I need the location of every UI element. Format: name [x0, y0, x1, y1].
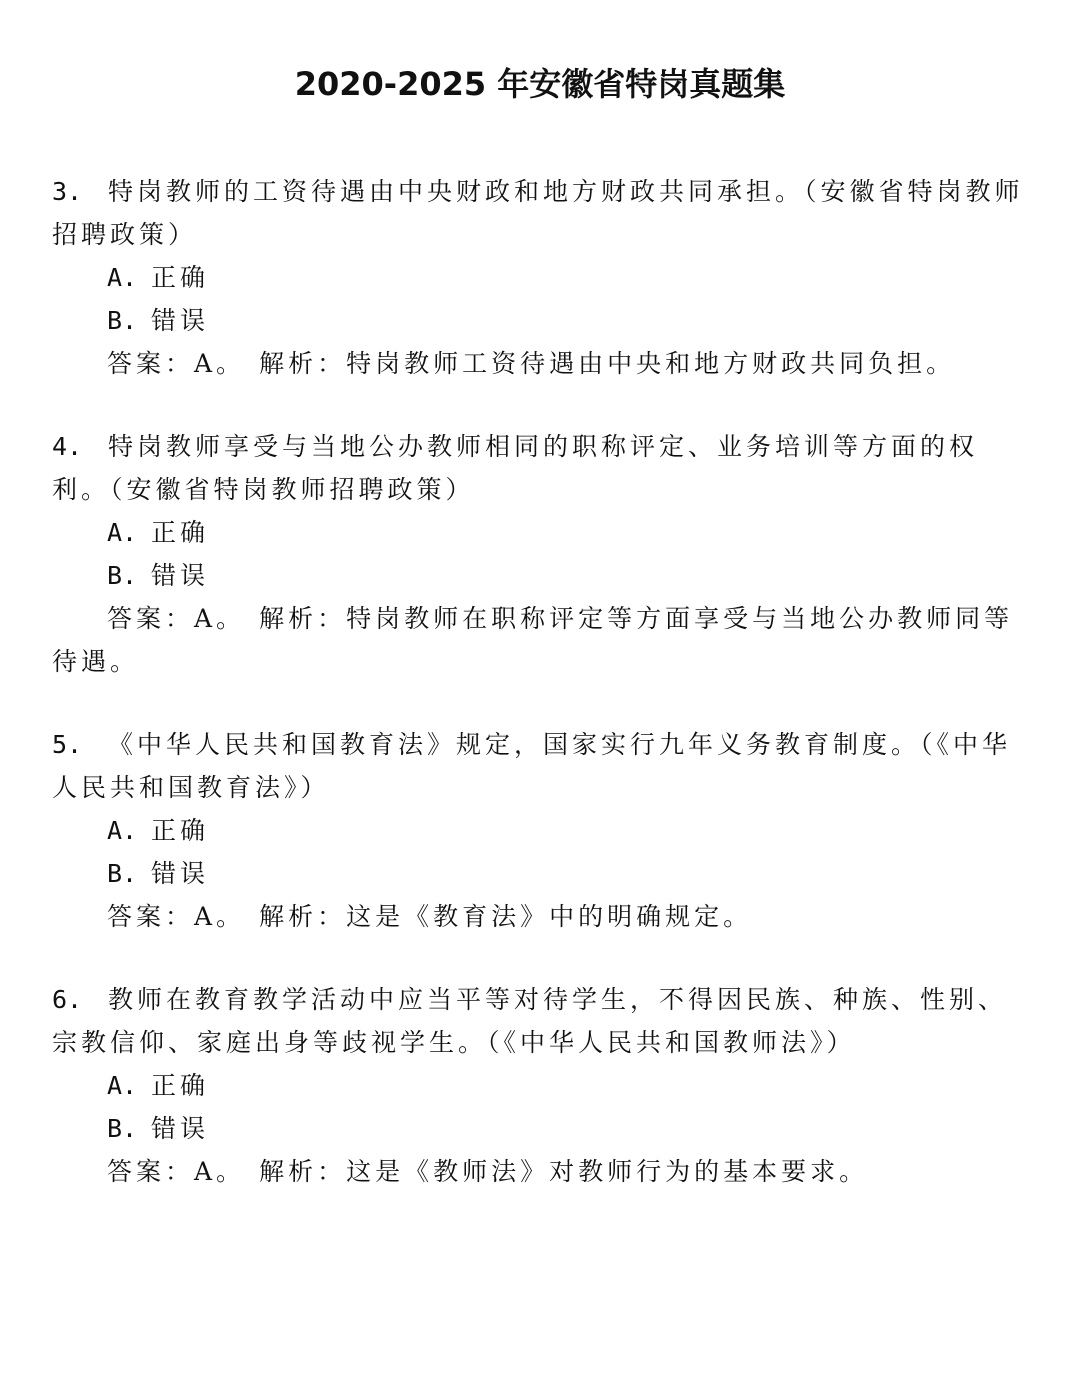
- option-text: 正确: [151, 518, 210, 547]
- analysis-text: 解析：特岗教师工资待遇由中央和地方财政共同负担。: [259, 349, 956, 378]
- option-b: [52, 1107, 1028, 1150]
- option-letter: A.: [107, 816, 138, 845]
- answer-line: [52, 597, 1028, 683]
- question-item: [52, 425, 1028, 683]
- option-b: [52, 299, 1028, 342]
- option-letter: A.: [107, 1071, 138, 1100]
- question-item: [52, 723, 1028, 938]
- option-text: 错误: [151, 561, 210, 590]
- question-text: 特岗教师的工资待遇由中央财政和地方财政共同承担。（安徽省特岗教师招聘政策）: [52, 177, 1024, 249]
- analysis-text: 解析：这是《教师法》对教师行为的基本要求。: [259, 1157, 869, 1186]
- answer-label: 答案：A。: [107, 349, 246, 378]
- option-letter: B.: [107, 1114, 138, 1143]
- question-text: 《中华人民共和国教育法》规定，国家实行九年义务教育制度。（《中华人民共和国教育法》）: [52, 730, 1012, 802]
- option-text: 正确: [151, 816, 210, 845]
- question-number: 3.: [52, 177, 83, 206]
- option-text: 正确: [151, 1071, 210, 1100]
- option-text: 错误: [151, 859, 210, 888]
- answer-label: 答案：A。: [107, 1157, 246, 1186]
- option-b: [52, 852, 1028, 895]
- option-a: [52, 1064, 1028, 1107]
- page-title: 2020-2025 年安徽省特岗真题集: [294, 65, 786, 103]
- question-item: [52, 978, 1028, 1193]
- option-letter: B.: [107, 561, 138, 590]
- option-b: [52, 554, 1028, 597]
- option-a: [52, 256, 1028, 299]
- answer-line: [52, 1150, 1028, 1193]
- question-number: 5.: [52, 730, 83, 759]
- option-letter: A.: [107, 518, 138, 547]
- analysis-text: 解析：特岗教师在职称评定等方面享受与当地公办教师同等待遇。: [52, 604, 1014, 676]
- question-number: 6.: [52, 985, 83, 1014]
- option-text: 错误: [151, 1114, 210, 1143]
- analysis-text: 解析：这是《教育法》中的明确规定。: [259, 902, 753, 931]
- option-a: [52, 809, 1028, 852]
- question-text: 特岗教师享受与当地公办教师相同的职称评定、业务培训等方面的权利。（安徽省特岗教师招聘政策）: [52, 432, 979, 504]
- option-text: 正确: [151, 263, 210, 292]
- option-letter: A.: [107, 263, 138, 292]
- question-number: 4.: [52, 432, 83, 461]
- answer-line: [52, 342, 1028, 385]
- option-text: 错误: [151, 306, 210, 335]
- answer-label: 答案：A。: [107, 604, 246, 633]
- question-item: [52, 170, 1028, 385]
- option-a: [52, 511, 1028, 554]
- answer-line: [52, 895, 1028, 938]
- option-letter: B.: [107, 859, 138, 888]
- question-text: 教师在教育教学活动中应当平等对待学生，不得因民族、种族、性别、宗教信仰、家庭出身等歧视学生。（《中华人民共和国教师法》）: [52, 985, 1008, 1057]
- option-letter: B.: [107, 306, 138, 335]
- answer-label: 答案：A。: [107, 902, 246, 931]
